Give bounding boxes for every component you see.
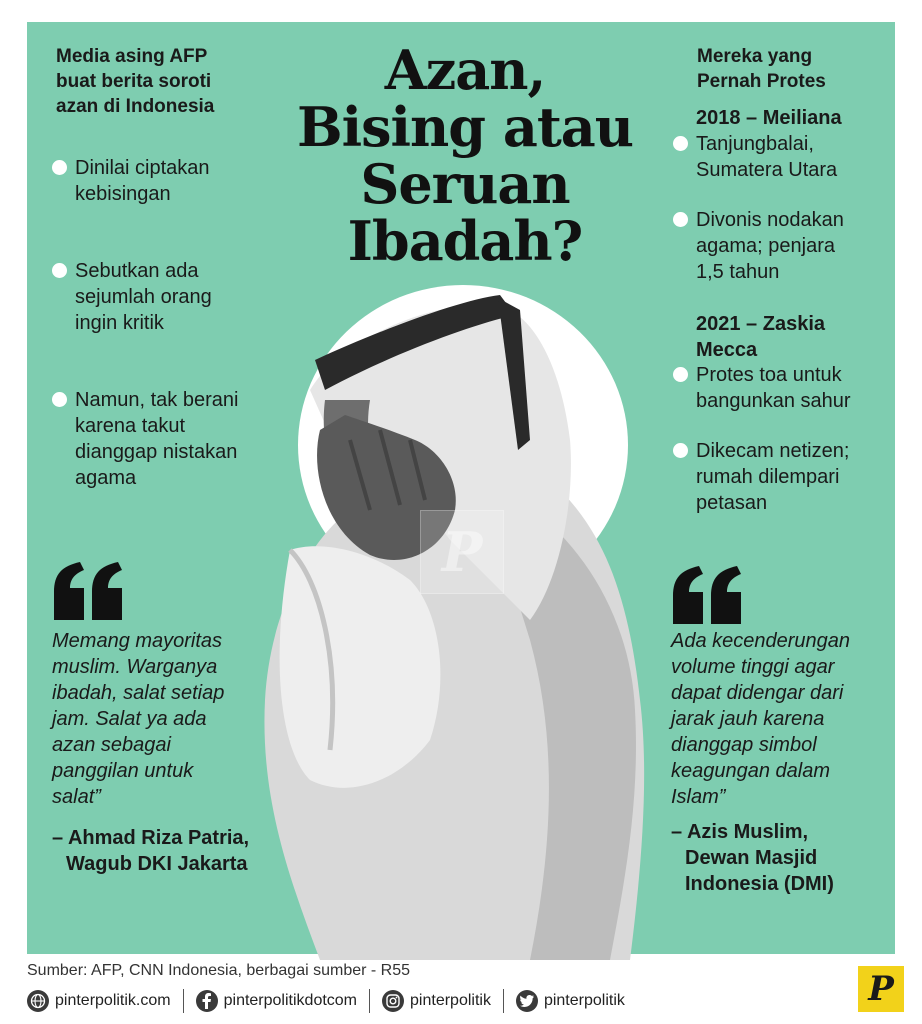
muezzin-figure	[230, 280, 670, 960]
title-line: Ibadah?	[347, 209, 583, 273]
left-bullet-2: Sebutkan ada sejumlah orang ingin kritik	[75, 258, 212, 336]
right-heading: Mereka yang Pernah Protes	[697, 46, 826, 92]
quote-mark-icon	[671, 566, 745, 626]
divider	[503, 989, 504, 1013]
facebook-icon	[196, 990, 218, 1012]
main-title	[250, 38, 680, 273]
social-facebook[interactable]	[196, 990, 357, 1012]
social-twitter[interactable]	[516, 990, 625, 1012]
bullet-dot-icon	[673, 367, 688, 382]
source-credit: Sumber: AFP, CNN Indonesia, berbagai sumber - R55	[27, 962, 411, 979]
right-bullet-4: Dikecam netizen; rumah dilempari petasan	[696, 438, 849, 516]
right-bullet-2: Divonis nodakan agama; penjara 1,5 tahun	[696, 207, 844, 285]
brand-logo: P	[858, 966, 904, 1012]
social-label: pinterpolitik.com	[55, 992, 171, 1009]
divider	[183, 989, 184, 1013]
social-label: pinterpolitik	[410, 992, 491, 1009]
bullet-dot-icon	[673, 443, 688, 458]
case-year-label: 2021 – Zaskia Mecca	[696, 313, 825, 361]
right-bullet-3: Protes toa untuk bangunkan sahur	[696, 362, 851, 414]
globe-icon	[27, 990, 49, 1012]
bullet-dot-icon	[673, 212, 688, 227]
quote-mark-icon	[52, 562, 126, 622]
right-quote: Ada kecenderungan volume tinggi agar dapat didengar dari jarak jauh karena dianggap simbol keagungan dalam Islam”	[671, 630, 851, 808]
case-year-label: 2018 – Meiliana	[696, 107, 842, 129]
left-quote-author: – Ahmad Riza Patria, Wagub DKI Jakarta	[52, 827, 250, 875]
title-line: Bising atau	[296, 95, 634, 159]
bullet-dot-icon	[673, 136, 688, 151]
instagram-icon	[382, 990, 404, 1012]
divider	[369, 989, 370, 1013]
title-line: Seruan	[360, 152, 570, 216]
social-links	[27, 986, 625, 1016]
left-bullet-3: Namun, tak berani karena takut dianggap nistakan agama	[75, 387, 238, 491]
social-label: pinterpolitikdotcom	[223, 992, 358, 1009]
left-heading: Media asing AFP buat berita soroti azan di Indonesia	[56, 46, 215, 117]
social-instagram[interactable]	[382, 990, 491, 1012]
bullet-dot-icon	[52, 392, 67, 407]
bullet-dot-icon	[52, 160, 67, 175]
right-bullet-1: Tanjungbalai, Sumatera Utara	[696, 131, 837, 183]
bullet-dot-icon	[52, 263, 67, 278]
title-line: Azan,	[384, 38, 546, 102]
twitter-icon	[516, 990, 538, 1012]
left-bullet-1: Dinilai ciptakan kebisingan	[75, 155, 210, 207]
right-quote-author: – Azis Muslim, Dewan Masjid Indonesia (DMI)	[671, 821, 834, 895]
left-quote: Memang mayoritas muslim. Warganya ibadah, salat setiap jam. Salat ya ada azan sebagai panggilan untuk salat”	[52, 630, 225, 808]
social-label: pinterpolitik	[543, 992, 625, 1009]
social-website[interactable]	[27, 990, 171, 1012]
watermark-logo: P	[420, 510, 504, 594]
